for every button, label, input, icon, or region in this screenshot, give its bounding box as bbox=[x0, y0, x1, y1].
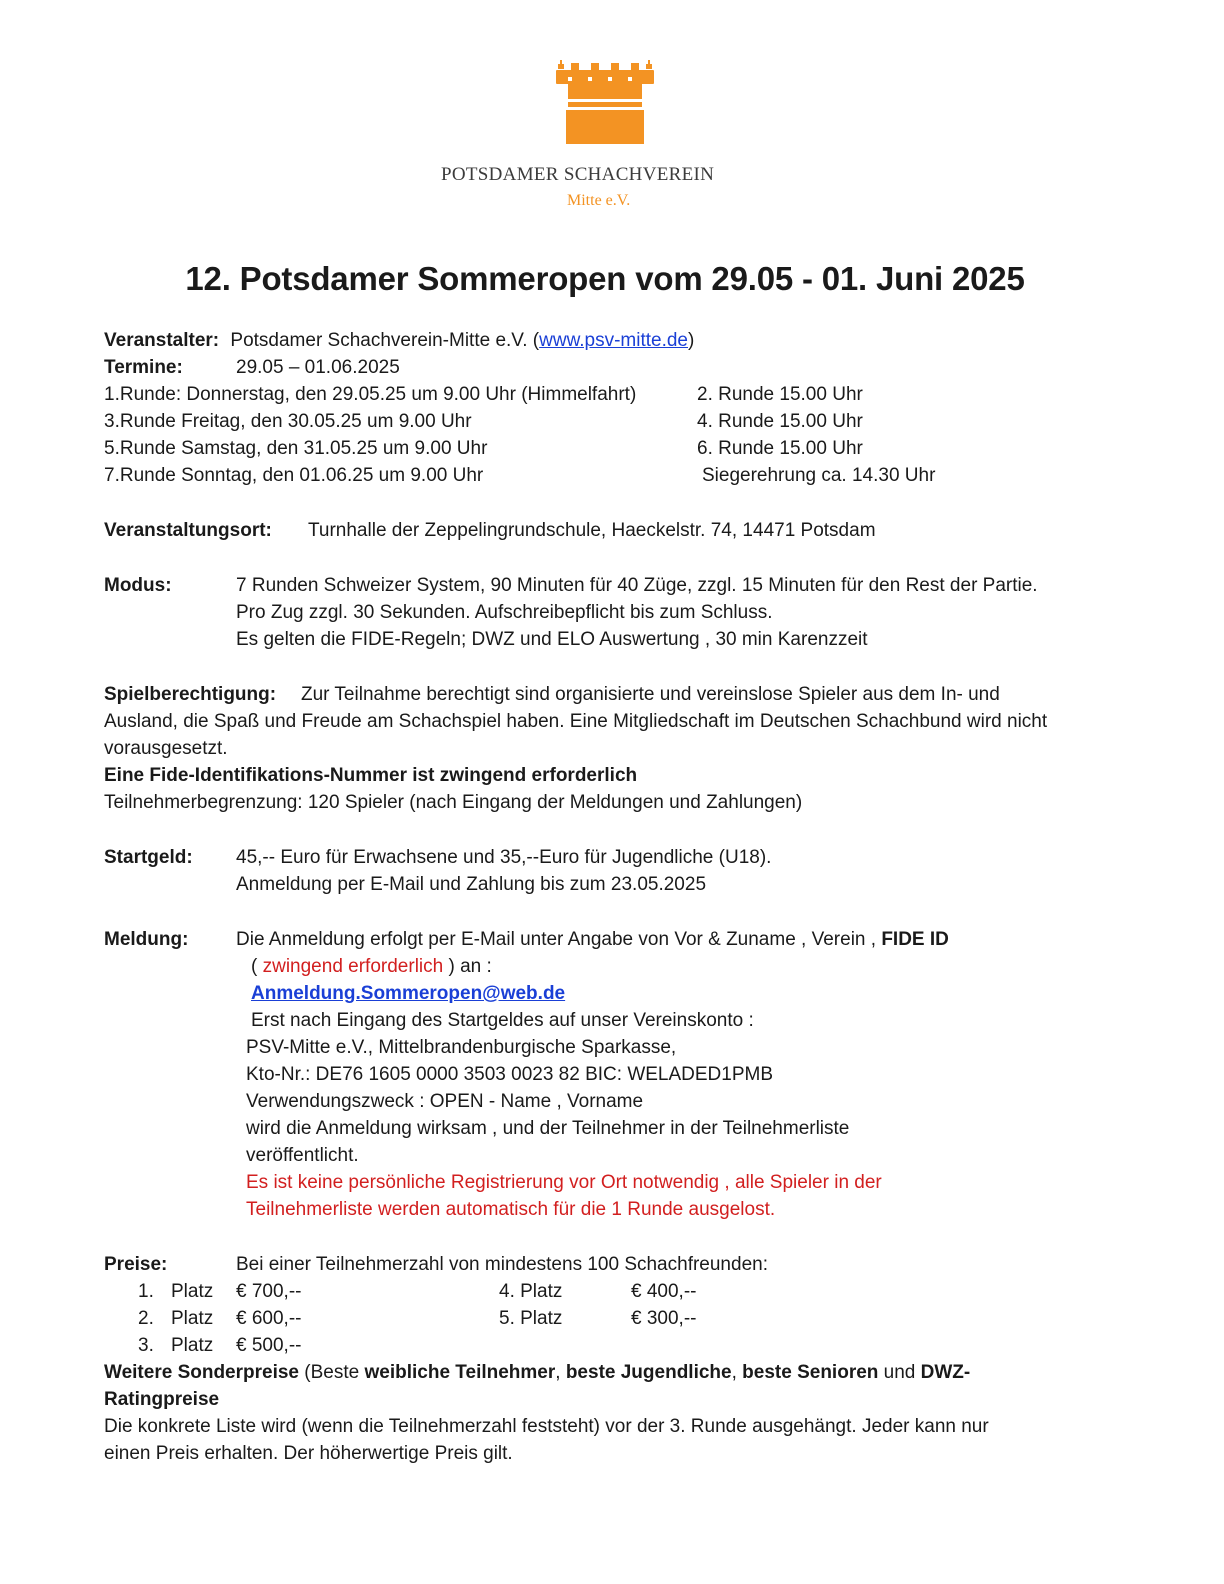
startgeld-label: Startgeld: bbox=[104, 847, 193, 868]
prize-amount: € 600,-- bbox=[236, 1308, 302, 1329]
meldung-line1-text: Die Anmeldung erfolgt per E-Mail unter Angabe von Vor & Zuname , Verein , bbox=[236, 929, 882, 950]
termin-row-left: 1.Runde: Donnerstag, den 29.05.25 um 9.00 Uhr (Himmelfahrt) bbox=[104, 384, 637, 405]
prize-place: Platz bbox=[171, 1335, 214, 1356]
website-link[interactable]: www.psv-mitte.de bbox=[539, 330, 688, 351]
meldung-line2 bbox=[251, 953, 492, 980]
meldung-red-line: Es ist keine persönliche Registrierung vor Ort notwendig , alle Spieler in der bbox=[246, 1172, 882, 1193]
meldung-label: Meldung: bbox=[104, 929, 189, 950]
meldung-line2-open: ( bbox=[251, 956, 263, 977]
sonder-b4: beste Senioren bbox=[742, 1362, 879, 1383]
sonder-t1: (Beste bbox=[299, 1362, 365, 1383]
meldung-line2-red: zwingend erforderlich bbox=[262, 956, 444, 977]
meldung-line: wird die Anmeldung wirksam , und der Teilnehmer in der Teilnehmerliste bbox=[246, 1118, 850, 1139]
termin-row-left: 3.Runde Freitag, den 30.05.25 um 9.00 Uhr bbox=[104, 411, 472, 432]
email-link[interactable]: Anmeldung.Sommeropen@web.de bbox=[251, 983, 566, 1004]
meldung-red-line: Teilnehmerliste werden automatisch für die 1 Runde ausgelost. bbox=[246, 1199, 776, 1220]
prize-amount: € 300,-- bbox=[631, 1308, 697, 1329]
modus-label: Modus: bbox=[104, 575, 172, 596]
termine-value: 29.05 – 01.06.2025 bbox=[236, 357, 400, 378]
page-title: 12. Potsdamer Sommeropen vom 29.05 - 01. Juni 2025 bbox=[185, 260, 1025, 297]
org-name: POTSDAMER SCHACHVEREIN bbox=[441, 164, 715, 185]
termin-row-right: 2. Runde 15.00 Uhr bbox=[697, 384, 863, 405]
sonder-t3: , bbox=[731, 1362, 743, 1383]
closing-line: Die konkrete Liste wird (wenn die Teilnehmerzahl feststeht) vor der 3. Runde ausgehängt. Jeder kann nur bbox=[104, 1416, 989, 1437]
fide-note: Eine Fide-Identifikations-Nummer ist zwingend erforderlich bbox=[104, 765, 638, 786]
closing-line: einen Preis erhalten. Der höherwertige Preis gilt. bbox=[104, 1443, 513, 1464]
meldung-line1-bold: FIDE ID bbox=[881, 929, 949, 950]
modus-line: Es gelten die FIDE-Regeln; DWZ und ELO Auswertung , 30 min Karenzzeit bbox=[236, 629, 868, 650]
termin-row-right: 6. Runde 15.00 Uhr bbox=[697, 438, 863, 459]
spielberechtigung-line: Zur Teilnahme berechtigt sind organisierte und vereinslose Spieler aus dem In- und bbox=[301, 684, 1000, 705]
veranstalter-text: Potsdamer Schachverein-Mitte e.V. ( bbox=[230, 330, 540, 351]
veranstalter-label: Veranstalter: bbox=[104, 330, 220, 351]
prize-place: Platz bbox=[171, 1308, 214, 1329]
sonderpreise-line bbox=[104, 1359, 970, 1386]
termin-row-right: Siegerehrung ca. 14.30 Uhr bbox=[702, 465, 936, 486]
prize-amount: € 700,-- bbox=[236, 1281, 302, 1302]
spielberechtigung-line: vorausgesetzt. bbox=[104, 738, 228, 759]
meldung-line: veröffentlicht. bbox=[246, 1145, 359, 1166]
preise-label: Preise: bbox=[104, 1254, 168, 1275]
termin-row-left: 7.Runde Sonntag, den 01.06.25 um 9.00 Uhr bbox=[104, 465, 484, 486]
modus-line: 7 Runden Schweizer System, 90 Minuten für 40 Züge, zzgl. 15 Minuten für den Rest der Partie. bbox=[236, 575, 1038, 596]
prize-num: 1. bbox=[138, 1281, 154, 1302]
prize-num: 2. bbox=[138, 1308, 154, 1329]
termine-label: Termine: bbox=[104, 357, 183, 378]
termin-row-left: 5.Runde Samstag, den 31.05.25 um 9.00 Uhr bbox=[104, 438, 488, 459]
termin-row-right: 4. Runde 15.00 Uhr bbox=[697, 411, 863, 432]
sonder-b1: Weitere Sonderpreise bbox=[104, 1362, 300, 1383]
meldung-line: Verwendungszweck : OPEN - Name , Vorname bbox=[246, 1091, 644, 1112]
sonder-t4: und bbox=[878, 1362, 921, 1383]
meldung-line: Kto-Nr.: DE76 1605 0000 3503 0023 82 BIC: WELADED1PMB bbox=[246, 1064, 774, 1085]
meldung-line: PSV-Mitte e.V., Mittelbrandenburgische Sparkasse, bbox=[246, 1037, 677, 1058]
veranstalter-row bbox=[104, 327, 694, 354]
startgeld-line: 45,-- Euro für Erwachsene und 35,--Euro für Jugendliche (U18). bbox=[236, 847, 772, 868]
startgeld-line: Anmeldung per E-Mail und Zahlung bis zum 23.05.2025 bbox=[236, 874, 707, 895]
teilnehmerbegrenzung: Teilnehmerbegrenzung: 120 Spieler (nach Eingang der Meldungen und Zahlungen) bbox=[104, 792, 803, 813]
meldung-line: Erst nach Eingang des Startgeldes auf unser Vereinskonto : bbox=[251, 1010, 754, 1031]
modus-line: Pro Zug zzgl. 30 Sekunden. Aufschreibepflicht bis zum Schluss. bbox=[236, 602, 773, 623]
prize-place: Platz bbox=[171, 1281, 214, 1302]
prize-place: 5. Platz bbox=[499, 1308, 563, 1329]
meldung-line1 bbox=[236, 926, 949, 953]
prize-amount: € 500,-- bbox=[236, 1335, 302, 1356]
prize-place: 4. Platz bbox=[499, 1281, 563, 1302]
spielberechtigung-line: Ausland, die Spaß und Freude am Schachspiel haben. Eine Mitgliedschaft im Deutschen Schachbund wird nicht bbox=[104, 711, 1048, 732]
sonderpreise-line2: Ratingpreise bbox=[104, 1389, 220, 1410]
crown-icon bbox=[556, 60, 654, 146]
sonder-b2: weibliche Teilnehmer bbox=[364, 1362, 556, 1383]
sonder-b3: beste Jugendliche bbox=[565, 1362, 732, 1383]
spielberechtigung-label: Spielberechtigung: bbox=[104, 684, 277, 705]
ort-value: Turnhalle der Zeppelingrundschule, Haeckelstr. 74, 14471 Potsdam bbox=[308, 520, 876, 541]
prize-num: 3. bbox=[138, 1335, 154, 1356]
meldung-line2-close: ) an : bbox=[443, 956, 492, 977]
ort-label: Veranstaltungsort: bbox=[104, 520, 272, 541]
sonder-t2: , bbox=[555, 1362, 566, 1383]
preise-intro: Bei einer Teilnehmerzahl von mindestens 100 Schachfreunden: bbox=[236, 1254, 768, 1275]
prize-amount: € 400,-- bbox=[631, 1281, 697, 1302]
org-subtitle: Mitte e.V. bbox=[567, 192, 631, 209]
sonder-b5: DWZ- bbox=[920, 1362, 971, 1383]
veranstalter-after: ) bbox=[688, 330, 695, 351]
